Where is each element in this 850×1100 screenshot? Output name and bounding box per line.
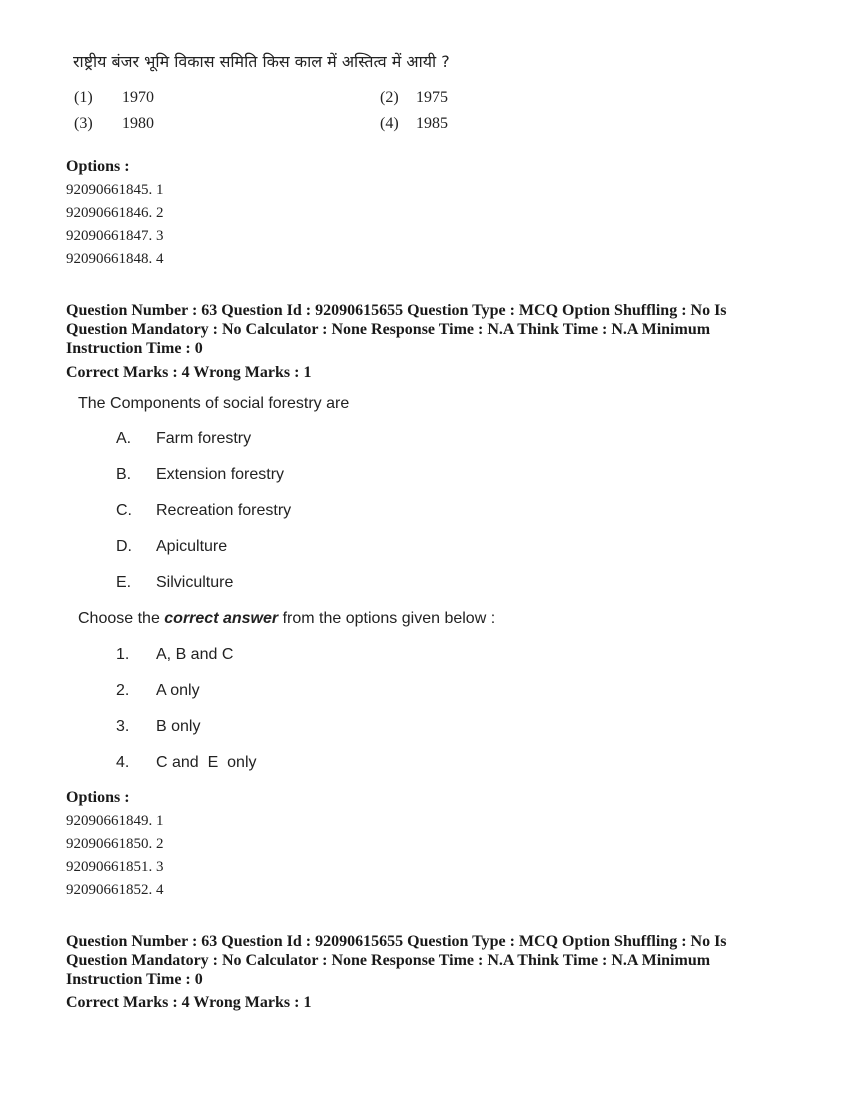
option-id: 92090661846. 2 bbox=[66, 205, 164, 221]
instruction-emphasis: correct answer bbox=[164, 610, 279, 627]
marks-line: Correct Marks : 4 Wrong Marks : 1 bbox=[66, 994, 312, 1011]
options-label: Options : bbox=[66, 158, 130, 175]
meta-line: Question Mandatory : No Calculator : None Response Time : N.A Think Time : N.A Minimum bbox=[66, 321, 711, 338]
item-text: Farm forestry bbox=[156, 430, 252, 447]
marks-line: Correct Marks : 4 Wrong Marks : 1 bbox=[66, 364, 312, 381]
option-id: 92090661850. 2 bbox=[66, 836, 164, 852]
instruction-prefix: Choose the bbox=[78, 610, 165, 627]
answer-number: 2. bbox=[116, 682, 130, 699]
answer-number: 3. bbox=[116, 718, 130, 735]
item-letter: B. bbox=[116, 466, 132, 483]
choice-value: 1980 bbox=[122, 115, 154, 132]
choice-value: 1975 bbox=[416, 89, 448, 106]
item-text: Extension forestry bbox=[156, 466, 285, 483]
meta-line: Instruction Time : 0 bbox=[66, 971, 203, 988]
instruction-suffix: from the options given below : bbox=[278, 610, 496, 627]
option-id-list bbox=[66, 810, 164, 902]
choice-number: (3) bbox=[74, 115, 93, 132]
item-letter: C. bbox=[116, 502, 132, 519]
choice-number: (2) bbox=[380, 89, 399, 106]
choice-value: 1985 bbox=[416, 115, 448, 132]
choice-number: (4) bbox=[380, 115, 399, 132]
question-meta bbox=[66, 301, 727, 358]
item-letter: E. bbox=[116, 574, 132, 591]
question-meta bbox=[66, 932, 727, 989]
option-id: 92090661849. 1 bbox=[66, 813, 164, 829]
item-text: Silviculture bbox=[156, 574, 234, 591]
item-letter: D. bbox=[116, 538, 132, 555]
meta-line: Question Number : 63 Question Id : 92090615655 Question Type : MCQ Option Shuffling : No Is bbox=[66, 302, 727, 319]
instruction-text bbox=[78, 610, 495, 628]
option-id-list bbox=[66, 179, 164, 271]
option-id: 92090661852. 4 bbox=[66, 882, 164, 898]
option-id: 92090661848. 4 bbox=[66, 251, 164, 267]
answer-text: A only bbox=[156, 682, 200, 699]
option-id: 92090661847. 3 bbox=[66, 228, 164, 244]
item-text: Recreation forestry bbox=[156, 502, 292, 519]
option-id: 92090661851. 3 bbox=[66, 859, 164, 875]
question-text-hindi: राष्ट्रीय बंजर भूमि विकास समिति किस काल में अस्तित्व में आयी ? bbox=[73, 52, 450, 71]
choice-value: 1970 bbox=[122, 89, 154, 106]
answer-text: A, B and C bbox=[156, 646, 234, 663]
choice-number: (1) bbox=[74, 89, 93, 106]
options-label: Options : bbox=[66, 789, 130, 806]
answer-number: 4. bbox=[116, 754, 130, 771]
meta-line: Question Number : 63 Question Id : 92090615655 Question Type : MCQ Option Shuffling : No Is bbox=[66, 933, 727, 950]
answer-number: 1. bbox=[116, 646, 130, 663]
item-letter: A. bbox=[116, 430, 132, 447]
meta-line: Question Mandatory : No Calculator : None Response Time : N.A Think Time : N.A Minimum bbox=[66, 952, 711, 969]
question-text: The Components of social forestry are bbox=[78, 395, 350, 412]
answer-text: C and E only bbox=[156, 754, 257, 771]
answer-text: B only bbox=[156, 718, 201, 735]
item-text: Apiculture bbox=[156, 538, 228, 555]
option-id: 92090661845. 1 bbox=[66, 182, 164, 198]
meta-line: Instruction Time : 0 bbox=[66, 340, 203, 357]
